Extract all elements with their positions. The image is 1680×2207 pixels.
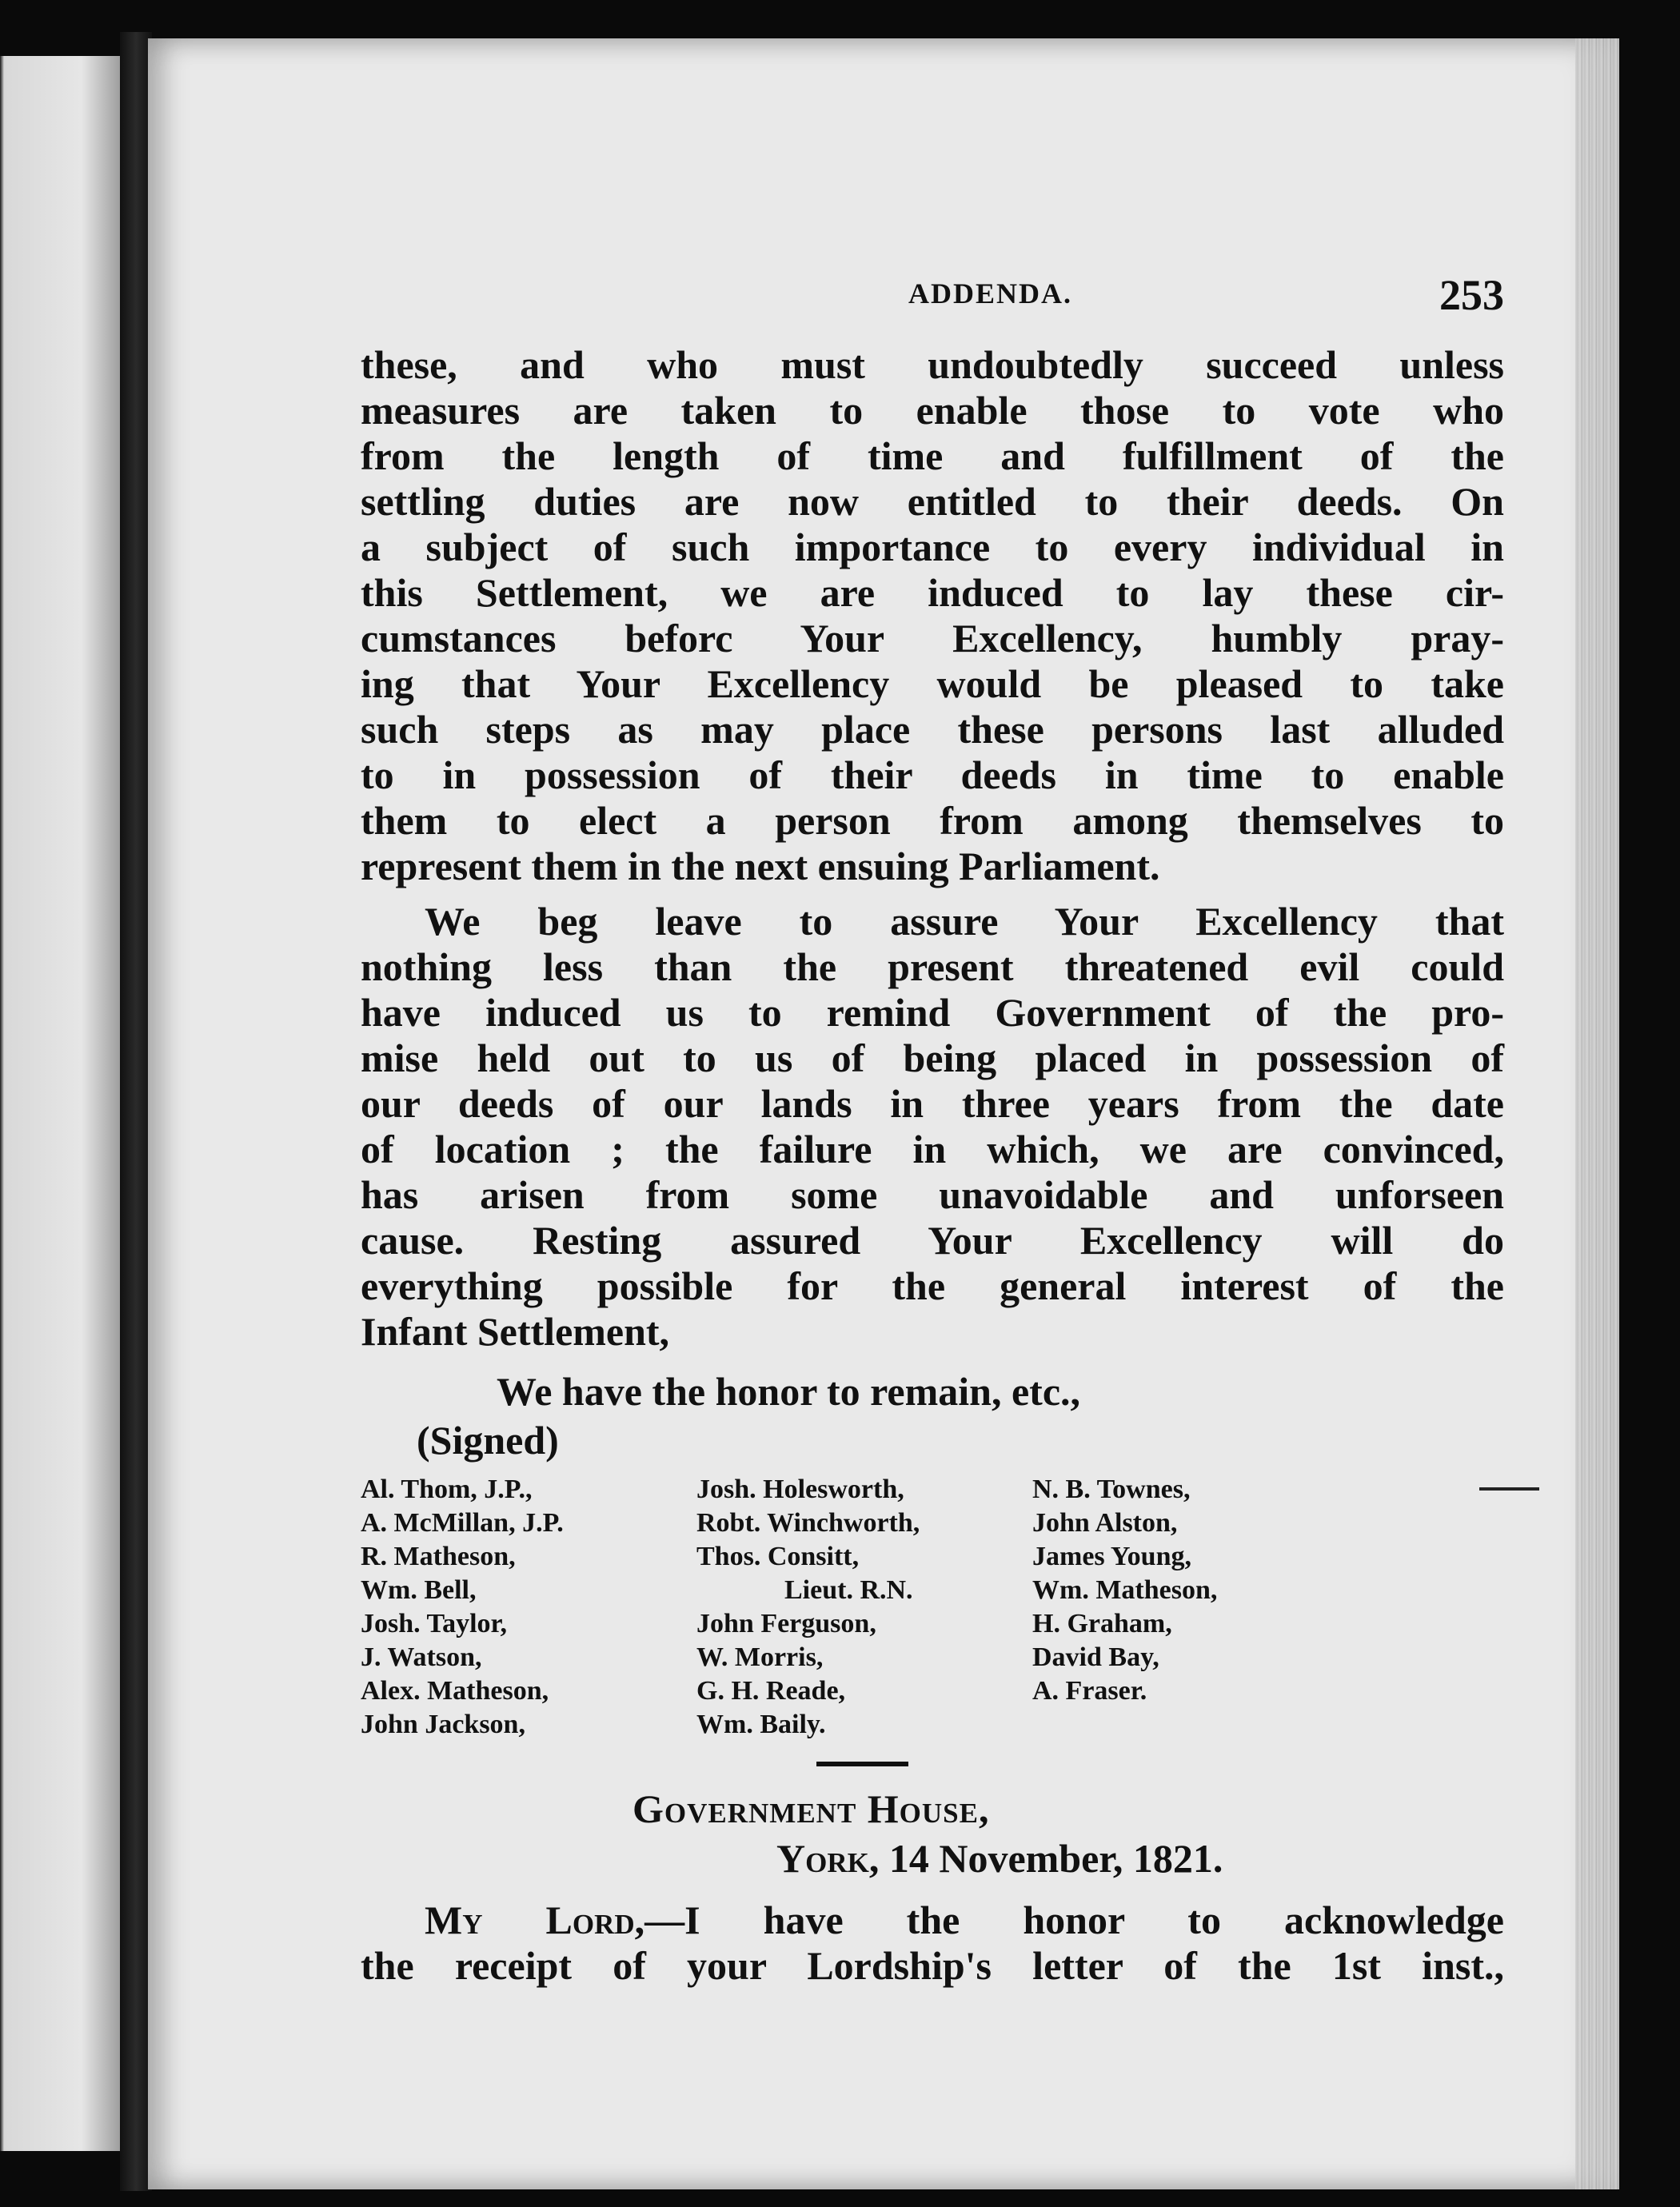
page-number: 253 xyxy=(1439,271,1504,319)
text-line: settling duties are now entitled to their deeds. On xyxy=(361,479,1504,524)
signatory-name: John Alston, xyxy=(1032,1508,1178,1538)
text-line: mise held out to us of being placed in possession of xyxy=(361,1036,1504,1080)
signatory-name: John Ferguson, xyxy=(696,1609,876,1638)
text-line: them to elect a person from among themselves to xyxy=(361,798,1504,843)
margin-mark xyxy=(1479,1487,1539,1491)
signatory-name: James Young, xyxy=(1032,1542,1191,1571)
signatory-name: N. B. Townes, xyxy=(1032,1475,1191,1504)
signatory-name: John Jackson, xyxy=(361,1710,525,1739)
signed-label: (Signed) xyxy=(417,1418,559,1463)
section-divider xyxy=(816,1762,908,1766)
text-line: have induced us to remind Government of the pro- xyxy=(361,990,1504,1035)
signatory-name: Thos. Consitt, xyxy=(696,1542,860,1571)
paragraph-2 xyxy=(361,899,1504,1355)
book-gutter xyxy=(120,32,152,2191)
signatory-name: A. McMillan, J.P. xyxy=(361,1508,564,1538)
signatory-name: Al. Thom, J.P., xyxy=(361,1475,533,1504)
signatory-name: David Bay, xyxy=(1032,1642,1159,1672)
letter-dateline xyxy=(776,1834,1504,1883)
signatory-name: H. Graham, xyxy=(1032,1609,1172,1638)
text-line: everything possible for the general interest of the xyxy=(361,1263,1504,1308)
letter-opening xyxy=(361,1898,1504,1989)
text-line: nothing less than the present threatened evil could xyxy=(361,944,1504,989)
text-line: of location ; the failure in which, we are convinced, xyxy=(361,1127,1504,1171)
page-header xyxy=(361,270,1504,342)
signatory-name: Wm. Bell, xyxy=(361,1575,477,1605)
letter-date: 14 November, 1821. xyxy=(888,1836,1223,1881)
signatory-name: G. H. Reade, xyxy=(696,1676,846,1706)
text-line: has arisen from some unavoidable and unforseen xyxy=(361,1172,1504,1217)
text-line: this Settlement, we are induced to lay these cir- xyxy=(361,570,1504,615)
letter-place: Government House, xyxy=(632,1786,990,1831)
signatory-name: J. Watson, xyxy=(361,1642,482,1672)
running-head: ADDENDA. xyxy=(908,277,1072,309)
text-line: from the length of time and fulfillment of the xyxy=(361,433,1504,478)
signatory-list xyxy=(361,1473,1504,1742)
text-line: to in possession of their deeds in time to enable xyxy=(361,752,1504,797)
signatory-column-3 xyxy=(1032,1473,1368,1742)
text-line: We beg leave to assure Your Excellency that xyxy=(425,899,1504,944)
signatory-name: Wm. Matheson, xyxy=(1032,1575,1218,1605)
text-line: a subject of such importance to every individual in xyxy=(361,525,1504,569)
signatory-name: Robt. Winchworth, xyxy=(696,1508,920,1538)
signatory-name: R. Matheson, xyxy=(361,1542,516,1571)
text-line: Infant Settlement, xyxy=(361,1309,670,1354)
signatory-name: Josh. Taylor, xyxy=(361,1609,507,1638)
text-line: these, and who must undoubtedly succeed unless xyxy=(361,342,1504,387)
signatory-column-2 xyxy=(696,1473,1032,1742)
text-line: cause. Resting assured Your Excellency will do xyxy=(361,1218,1504,1263)
facing-page-edge xyxy=(0,56,136,2151)
signatory-name: W. Morris, xyxy=(696,1642,824,1672)
signatory-name: A. Fraser. xyxy=(1032,1676,1147,1706)
signatory-name: Josh. Holesworth, xyxy=(696,1475,904,1504)
signatory-name: Alex. Matheson, xyxy=(361,1676,549,1706)
paragraph-1 xyxy=(361,342,1504,889)
text-line: cumstances beforc Your Excellency, humbly pray- xyxy=(361,616,1504,661)
scanned-page xyxy=(148,38,1619,2189)
closing-line: We have the honor to remain, etc., xyxy=(497,1369,1081,1414)
text-line-rest: —I have the honor to acknowledge xyxy=(644,1898,1504,1942)
letter-city: York, xyxy=(776,1836,880,1881)
text-line: the receipt of your Lordship's letter of the 1st inst., xyxy=(361,1943,1504,1988)
signatory-rank: Lieut. R.N. xyxy=(784,1575,913,1605)
text-line: our deeds of our lands in three years from the date xyxy=(361,1081,1504,1126)
page-edge-shadow xyxy=(1575,38,1619,2189)
text-line xyxy=(361,1898,1504,1943)
salutation: My Lord, xyxy=(425,1898,645,1942)
signatory-name: Wm. Baily. xyxy=(696,1710,826,1739)
text-line: such steps as may place these persons last alluded xyxy=(361,707,1504,752)
text-line: measures are taken to enable those to vote who xyxy=(361,388,1504,433)
page-text xyxy=(361,270,1504,1989)
text-line: ing that Your Excellency would be pleased to take xyxy=(361,661,1504,706)
text-line: represent them in the next ensuing Parliament. xyxy=(361,844,1160,888)
signatory-column-1 xyxy=(361,1473,696,1742)
